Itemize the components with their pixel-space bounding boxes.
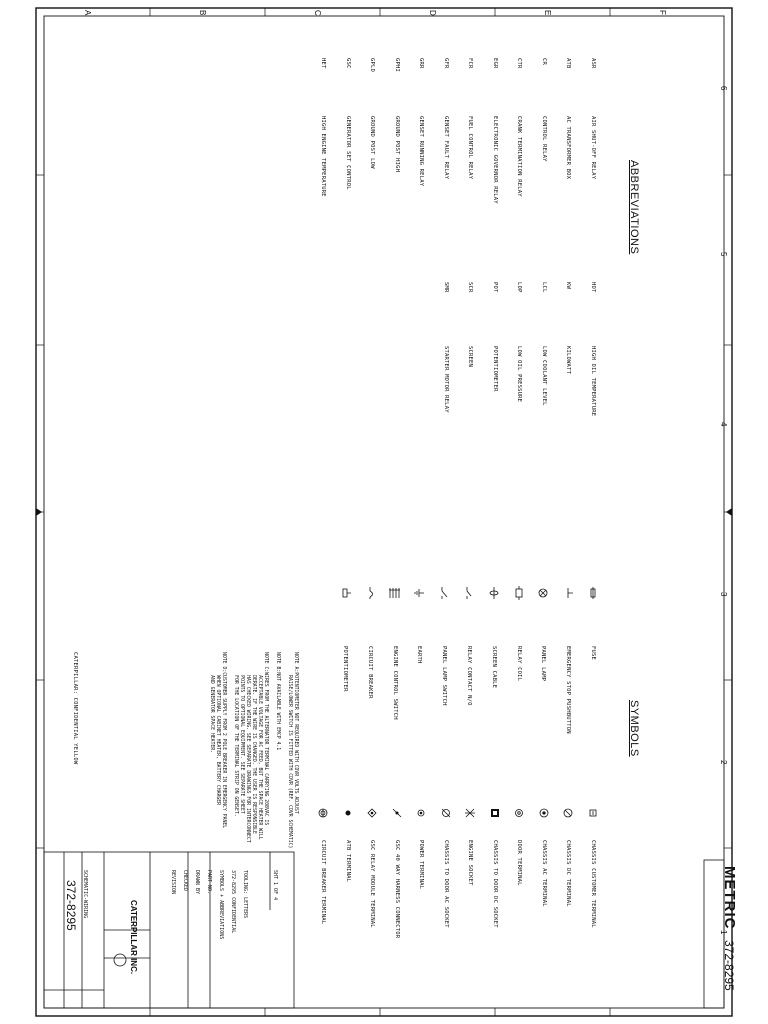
abbreviation-code: EGR: [492, 58, 498, 69]
abbreviation-meaning: CONTROL RELAY: [541, 116, 547, 162]
symbol-label: CIRCUIT BREAKER TERMINAL: [320, 840, 327, 925]
zone-col-f: F: [658, 10, 667, 15]
abbreviation-meaning: KILOWATT: [565, 346, 572, 375]
symbol-label: RELAY CONTACT N/O: [466, 646, 472, 706]
schematic-label: SCHEMATIC-WIRING: [82, 870, 88, 919]
symbol-label: CHASSIS TO DOOR AC SOCKET: [443, 840, 449, 928]
symbol-label: CHASSIS AC TERMINAL: [541, 840, 547, 907]
symbol-label: PANEL LAMP SWITCH: [441, 646, 448, 706]
abbreviation-meaning: GENSET FAULT RELAY: [443, 116, 449, 180]
abbreviation-code: GSC: [345, 58, 351, 69]
abbreviation-code: GFR: [443, 58, 449, 69]
symbol-label: ATB TERMINAL: [345, 840, 351, 883]
symbol-label: EARTH: [416, 646, 423, 664]
note-text: NOTE C:WIRES FROM THE ALTERNATOR TERMINAL CARRYING 208VAC IS ACCEPTABLE VOLTAGE FOR AC FEED, BUT THE SPACE HEATER WILL DERATE. IF THE WIRE IS CHANGED. THE USER IS RESPONSIBLE HAS CHECKED WIRING. SEE SEPARATE DRAWINGS FOR INTERCONNECT POINTS TO OPTIONAL EQUIPMENT. SEE SEPARATE SHEET FOR THE LOCATION OF THE TERMINAL STRIP ON GENSET.: [233, 652, 268, 843]
abbreviation-meaning: AIR SHUT-OFF RELAY: [590, 116, 596, 180]
zone-col-a: A: [83, 10, 92, 16]
symbol-label: ENGINE CONTROL SWITCH: [391, 646, 398, 720]
symbol-label: POTENTIOMETER: [342, 646, 348, 692]
zone-row-3: 3: [719, 592, 728, 597]
engine-socket-icon: [464, 806, 478, 820]
symbol-label: SCREEN CABLE: [490, 646, 497, 689]
note-text: NOTE B:NOT AVAILABLE WITH EMCP 4.1: [275, 652, 280, 751]
chassis-door-ac-socket-icon: [439, 806, 453, 820]
abbreviations-title: ABBREVIATIONS: [628, 160, 640, 255]
abbreviation-meaning: AC TRANSFORMER BOX: [565, 116, 572, 180]
circuit-breaker-terminal-icon: [317, 806, 331, 820]
gsc-harness-connector-icon: [390, 806, 404, 820]
chassis-door-dc-socket-icon: [488, 806, 502, 820]
symbol-label: CIRCUIT BREAKER: [366, 646, 373, 699]
abbreviation-code: LCL: [541, 282, 547, 293]
symbol-label: GSC 40 WAY HARNESS CONNECTOR: [394, 840, 400, 939]
abbreviation-meaning: POTENTIOMETER: [492, 346, 498, 392]
symbol-label: PANEL LAMP: [540, 646, 547, 682]
circuit-breaker-icon: [363, 586, 377, 600]
chassis-dc-terminal-icon: [562, 806, 576, 820]
chassis-customer-terminal-icon: [586, 806, 600, 820]
drawing-number-bottom: 372-8295: [64, 880, 78, 931]
zone-row-2: 2: [719, 760, 728, 765]
engine-control-switch-icon: [388, 586, 402, 600]
symbol-label: GSC RELAY MODULE TERMINAL: [369, 840, 376, 928]
title-block-row: REVISION: [170, 870, 176, 895]
abbreviation-meaning: LOW COOLANT LEVEL: [541, 346, 547, 406]
potentiometer-icon: [338, 586, 352, 600]
note-text: NOTE A:POTENTIOMETER NOT REQUIRED WITH CDVR VOLTS ADJUST RAISE/LOWER SWITCH IS FITTED WITH CDVR (REF. CDVR SCHEMATIC): [287, 652, 298, 849]
symbol-label: POWER TERMINAL: [418, 840, 425, 890]
symbol-label: RELAY COIL: [515, 646, 522, 682]
abbreviation-code: KW: [565, 282, 572, 290]
earth-icon: [412, 586, 426, 600]
abbreviation-meaning: STARTER MOTOR RELAY: [443, 346, 449, 413]
abbreviation-code: GRR: [418, 58, 425, 69]
abbreviation-meaning: GENERATOR SET CONTROL: [345, 116, 351, 190]
abbreviation-code: SMR: [443, 282, 449, 293]
symbol-label: DOOR TERMINAL: [516, 840, 523, 886]
symbols-title: SYMBOLS: [628, 700, 640, 757]
note-text: NOTE D:CUSTOMER SUPPLY FROM 2 POLE BREAKER IN EMERGENCY PANEL WHEN OPTIONAL CABINET HEATER, BATTERY CHARGER AND GENERATOR SPACE HEATER.: [209, 652, 226, 829]
panel-lamp-icon: [536, 586, 550, 600]
confidential-label: CATERPILLAR: CONFIDENTIAL YELLOW: [72, 652, 78, 765]
atb-terminal-icon: [341, 806, 355, 820]
symbol-label: ENGINE SOCKET: [467, 840, 474, 886]
title-block-row: SYMBOLS + ABBREVIATIONS: [218, 870, 224, 940]
abbreviation-meaning: CRANK TERMINATION RELAY: [516, 116, 523, 197]
zone-row-4: 4: [719, 422, 728, 427]
relay-contact-icon: [462, 586, 476, 600]
symbol-label: EMERGENCY STOP PUSHBUTTON: [565, 646, 572, 734]
abbreviation-code: LOP: [516, 282, 523, 293]
abbreviation-meaning: HIGH OIL TEMPERATURE: [590, 346, 596, 417]
abbreviation-code: HOT: [590, 282, 596, 293]
title-block-row: CHECKED: [182, 870, 188, 892]
abbreviation-code: HET: [320, 58, 327, 69]
symbol-label: FUSE: [590, 646, 596, 661]
door-terminal-icon: [513, 806, 527, 820]
title-block-row: 372-8295 CONFIDENTIAL: [230, 870, 236, 934]
panel-lamp-switch-icon: [437, 586, 451, 600]
chassis-ac-terminal-icon: [537, 806, 551, 820]
abbreviation-code: CR: [541, 58, 547, 66]
abbreviation-code: SCR: [467, 282, 474, 293]
sheet-ref: SHT 1 OF 4: [272, 870, 278, 901]
abbreviation-code: CTR: [516, 58, 523, 69]
abbreviation-code: POT: [492, 282, 498, 293]
abbreviation-meaning: LOW OIL PRESSURE: [516, 346, 523, 403]
abbreviation-code: FCR: [467, 58, 474, 69]
abbreviation-meaning: FUEL CONTROL RELAY: [467, 116, 474, 180]
abbreviation-meaning: GENSET RUNNING RELAY: [418, 116, 425, 187]
emergency-stop-icon: [561, 586, 575, 600]
zone-row-6: 6: [719, 86, 728, 91]
screen-cable-icon: [487, 586, 501, 600]
zone-col-c: C: [313, 10, 322, 16]
zone-col-d: D: [428, 10, 437, 16]
symbol-label: CHASSIS TO DOOR DC SOCKET: [492, 840, 498, 928]
zone-col-b: B: [198, 10, 207, 16]
title-block-row: DRAWN BY: [194, 870, 200, 895]
drawing-number-top: 372-8295: [722, 940, 736, 991]
abbreviation-meaning: GROUND POST HIGH: [394, 116, 400, 173]
symbol-label: CHASSIS CUSTOMER TERMINAL: [590, 840, 596, 928]
symbol-label: CHASSIS DC TERMINAL: [565, 840, 572, 907]
title-block-row: PART NO.: [206, 870, 212, 895]
gsc-relay-module-terminal-icon: [366, 806, 380, 820]
metric-label: METRIC: [721, 866, 738, 930]
abbreviation-code: ASR: [590, 58, 596, 69]
abbreviation-meaning: HIGH ENGINE TEMPERATURE: [320, 116, 327, 197]
fuse-icon: [586, 586, 600, 600]
abbreviation-code: GPLO: [369, 58, 376, 73]
zone-row-5: 5: [719, 252, 728, 257]
title-block-row: TOOLING: LETTERS: [242, 870, 248, 919]
abbreviation-code: ATB: [565, 58, 572, 69]
zone-row-1: 1: [719, 930, 728, 935]
abbreviation-meaning: SCREEN: [467, 346, 474, 368]
abbreviation-meaning: ELECTRONIC GOVERNOR RELAY: [492, 116, 498, 204]
company-name: CATERPILLAR INC.: [129, 900, 138, 975]
abbreviation-code: GPHI: [394, 58, 400, 73]
relay-coil-icon: [512, 586, 526, 600]
zone-col-e: E: [543, 10, 552, 16]
abbreviation-meaning: GROUND POST LOW: [369, 116, 376, 169]
power-terminal-icon: [415, 806, 429, 820]
